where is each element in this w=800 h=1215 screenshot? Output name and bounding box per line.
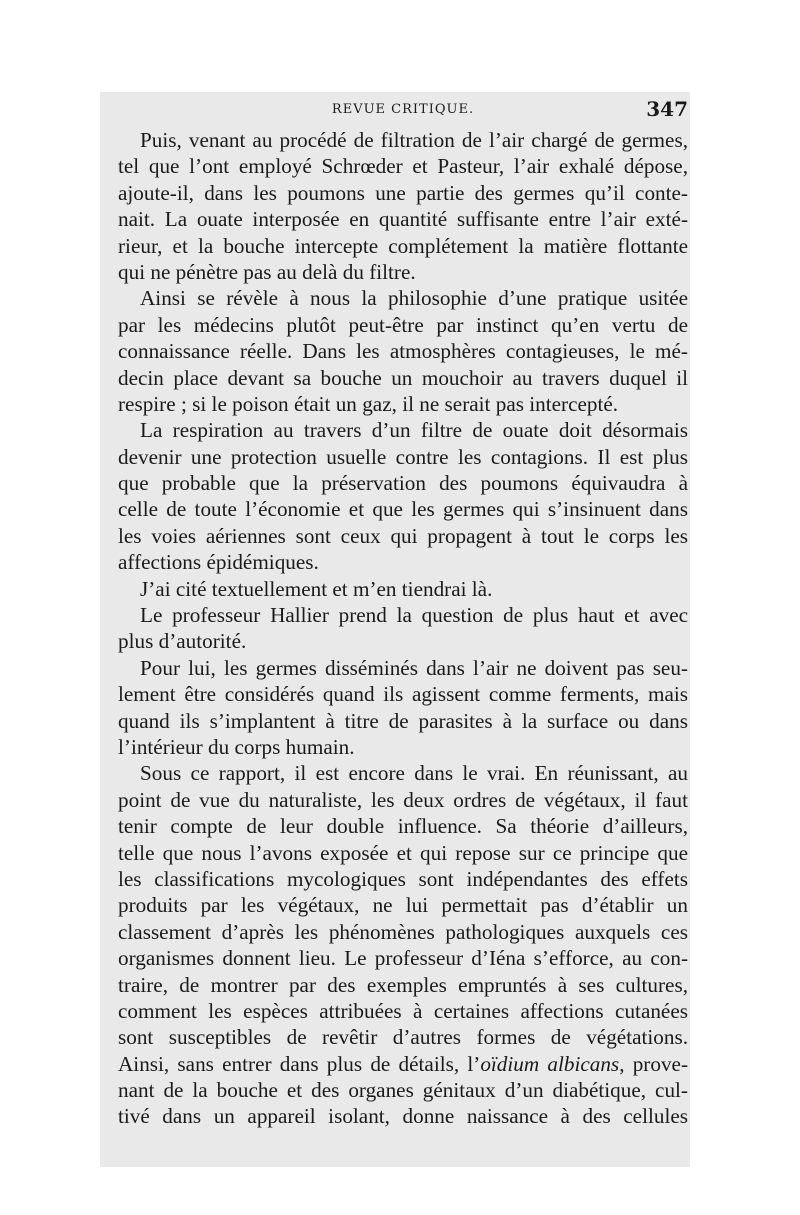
text-line: La respiration au travers d’un filtre de ouate doit désormais [140,418,688,443]
text-line: devenir une protection usuelle contre les contagions. Il est plus [118,444,688,469]
text-line: nant de la bouche et des organes génitaux d’un diabétique, cul- [118,1078,688,1103]
text-line: respire ; si le poison était un gaz, il ne serait pas intercepté. [118,391,619,416]
text-line: telle que nous l’avons exposée et qui repose sur ce principe que [118,840,688,865]
text-line: tenir compte de leur double influence. Sa théorie d’ailleurs, [118,814,688,839]
text-line: nait. La ouate interposée en quantité suffisante entre l’air exté- [118,207,688,232]
body-text [118,127,688,1130]
text-line: tel que l’ont employé Schrœder et Pasteur, l’air exhalé dépose, [118,154,688,179]
text-line: classement d’après les phénomènes pathologiques auxquels ces [118,919,688,944]
text-line: qui ne pénètre pas au delà du filtre. [118,259,416,284]
text-line: affections épidémiques. [118,550,319,575]
text-line: sont susceptibles de revêtir d’autres formes de végétations. [118,1025,688,1050]
text-line: plus d’autorité. [118,629,247,654]
text-line: Sous ce rapport, il est encore dans le vrai. En réunissant, au [140,761,688,786]
text-line: connaissance réelle. Dans les atmosphères contagieuses, le mé- [118,339,688,364]
text-line: organismes donnent lieu. Le professeur d’Iéna s’efforce, au con- [118,946,688,971]
text-line: produits par les végétaux, ne lui permettait pas d’établir un [118,893,688,918]
text-line: traire, de montrer par des exemples empruntés à ses cultures, [118,972,688,997]
text-line: rieur, et la bouche intercepte complétement la matière flottante [118,233,688,258]
text-line: ajoute-il, dans les poumons une partie des germes qu’il conte- [118,180,688,205]
text-line: decin place devant sa bouche un mouchoir au travers duquel il [118,365,688,390]
text-line: quand ils s’implantent à titre de parasites à la surface ou dans [118,708,688,733]
text-line: par les médecins plutôt peut-être par instinct qu’en vertu de [118,312,688,337]
text-line: les classifications mycologiques sont indépendantes des effets [118,866,688,891]
text-line: lement être considérés quand ils agissent comme ferments, mais [118,682,688,707]
text-line: celle de toute l’économie et que les germes qui s’insinuent dans [118,497,688,522]
text-line: que probable que la préservation des poumons équivaudra à [118,471,688,496]
text-line: Le professeur Hallier prend la question de plus haut et avec [140,603,688,628]
species-name: oïdium albicans [480,1051,620,1076]
running-head: REVUE CRITIQUE. [331,102,475,117]
text-line: J’ai cité textuellement et m’en tiendrai là. [140,576,493,601]
text-line: Pour lui, les germes disséminés dans l’air ne doivent pas seu- [140,655,688,680]
text-line: point de vue du naturaliste, les deux ordres de végétaux, il faut [118,787,688,812]
text-line: Ainsi, sans entrer dans plus de détails, l’oïdium albicans, prove- [118,1051,688,1076]
text-line: les voies aériennes sont ceux qui propagent à tout le corps les [118,523,688,548]
page-number: 347 [646,97,688,121]
text-line: Puis, venant au procédé de filtration de l’air chargé de germes, [140,128,688,152]
page-header [118,92,688,122]
text-line: Ainsi se révèle à nous la philosophie d’une pratique usitée [140,286,688,311]
text-line: l’intérieur du corps humain. [118,734,355,759]
text-line: tivé dans un appareil isolant, donne naissance à des cellules [118,1104,688,1129]
text-line: comment les espèces attribuées à certaines affections cutanées [118,998,688,1023]
